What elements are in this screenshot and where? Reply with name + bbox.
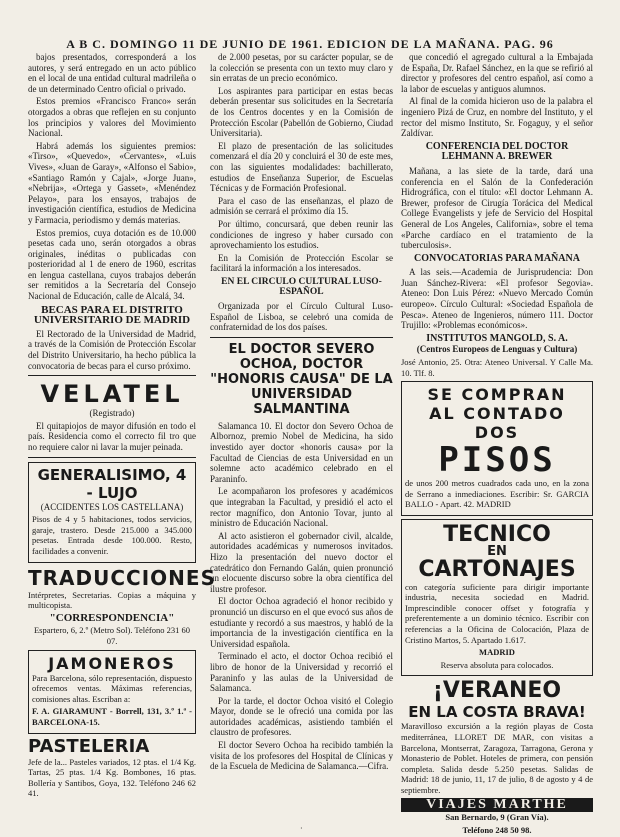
column-3 (401, 52, 593, 837)
article-text: Estos premios «Francisco Franco» serán otorgados a obras que reflejen en su conjunto los principios y valores del Movimiento Nacional. (28, 96, 196, 139)
circulo-text: Organizada por el Círculo Cultural Luso-Español de Lisboa, se celebró una comida de confraternidad de los dos países. (210, 301, 393, 333)
institutos-heading: INSTITUTOS MANGOLD, S. A. (426, 332, 568, 344)
becas-text: El Rectorado de la Universidad de Madrid, a través de la Comisión de Protección Escolar del Distrito Universitario, ha hecho pública la convocatoria de becas para el curso próximo. (28, 328, 196, 371)
pasteleria-title: PASTELERIA (28, 735, 150, 757)
veraneo-line2: EN LA COSTA BRAVA! (408, 703, 586, 722)
ad-pisos (401, 381, 593, 516)
conferencia-text: Mañana, a las siete de la tarde, dará una conferencia en el Salón de la Confederación Hidrográfica, con el título: «El doctor Lehmann A. Brewer, profesor de Cirugía Torácica del Medical College Evangelists y jefe de Servicio del Hospital General de Los Angeles, California», sobre el tema «Parche cardíaco en el tratamiento de la tuberculosis». (401, 165, 593, 251)
institutos-sub: (Centros Europeos de Lenguas y Cultura) (416, 344, 578, 355)
becas-heading: BECAS PARA EL DISTRITO UNIVERSITARIO DE MADRID (33, 303, 191, 327)
conferencia-heading: CONFERENCIA DEL DOCTOR LEHMANN A. BREWER (425, 140, 569, 163)
article-text: bajos presentados, corresponderá a los autores, y será entregado en un acto público en el local de una entidad cultural madrileña o de un determinado Centro oficial o privado. (28, 52, 196, 94)
ad-traducciones (28, 565, 216, 647)
article-text: Por último, concursará, que deben reunir las condiciones de ingreso y haber cursado con aprovechamiento los estudios. (210, 218, 393, 251)
tecnico-line3: CARTONAJES (418, 556, 576, 582)
tecnico-city: MADRID (479, 647, 515, 658)
ad-pasteleria (28, 737, 196, 799)
traducciones-address: Espartero, 6, 2.º (Metro Sol). Teléfono 231 60 07. (33, 625, 191, 646)
ochoa-headline: EL DOCTOR SEVERO OCHOA, DOCTOR "HONORIS CAUSA" DE LA UNIVERSIDAD SALMANTINA (210, 341, 393, 417)
article-text: Habrá además los siguientes premios: «Tirso», «Quevedo», «Cervantes», «Luis Vives», «Juan de Garay», «Alfonso el Sabio», «Santiago Ramón y Cajal», «Jorge Juan», «Nebrija», «Ortega y Gasset», «Menéndez Pelayo», para los ensayos, trabajos de investigación científica, estudios de Medicina y Farmacia, periodismo y demás materias. (28, 140, 196, 225)
ochoa-text: Salamanca 10. El doctor don Severo Ochoa de Albornoz, premio Nobel de Medicina, ha sido investido ayer doctor «honoris causa» por la Facultad de Ciencias de esta Universidad en un solemne acto académico celebrado en el Paraninfo. (210, 420, 393, 484)
divider (210, 337, 393, 338)
veraneo-line1: ¡VERANEO (432, 678, 562, 704)
veraneo-address: San Bernardo, 9 (Gran Vía). (445, 812, 549, 823)
pisos-line1: SE COMPRAN (427, 385, 567, 405)
article-text: de 2.000 pesetas, por su carácter popular, se de la colección se presenta con un texto muy claro y sin erratas de un precio económico. (210, 52, 393, 84)
ochoa-text: El doctor Ochoa agradeció el honor recibido y pronunció un discurso en el que evocó sus años de estudiante y recordó a sus maestros, y habló de la importancia de la investigación científica en la Universidad española. (210, 596, 393, 649)
generalisimo-text: Pisos de 4 y 5 habitaciones, todos servicios, garaje, trastero. Desde 215.000 a 345.000 pesetas. Entrada desde 100.000. Resto, facilidades a convenir. (32, 514, 192, 556)
ad-jamoneros (28, 650, 196, 734)
pasteleria-text: Jefe de la... Pasteles variados, 12 ptas. el 1/4 Kg. Tartas, 25 ptas. 1/4 Kg. Bombones, 16 ptas. Bollería y Santibos, Goya, 132. Teléfono 246 62 41. (28, 756, 196, 799)
article-text: Al final de la comida hicieron uso de la palabra el ingeniero Pizá de Cruz, en nombre del Instituto, y el rector del mismo Instituto, Sr. Fogaguy, y el señor Zaldívar. (401, 96, 593, 139)
jamoneros-address: F. A. GIARAMUNT - Borrell, 131, 3.º 1.ª - BARCELONA-15. (32, 706, 192, 727)
velatel-registered: (Registrado) (89, 408, 135, 419)
tecnico-note: Reserva absoluta para colocados. (440, 659, 554, 670)
article-text: Los aspirantes para participar en estas becas deberán presentar sus solicitudes en la Secretaría de los Centros docentes y en la Comisión de Protección Escolar (Pabellón de Gobierno, Ciudad Universitaria). (210, 85, 393, 139)
ad-velatel (28, 380, 196, 452)
article-text: que concedió el agregado cultural a la Embajada de España, Dr. Rafael Sánchez, en la que se refirió al director y profesores del centro español, así como a la labor de escuelas y antiguos alumnos. (401, 52, 593, 94)
circulo-heading: EN EL CIRCULO CULTURAL LUSO-ESPAÑOL (221, 276, 382, 298)
ad-veraneo (401, 679, 593, 835)
divider (28, 375, 196, 376)
article-text: En la Comisión de Protección Escolar se facilitará la información a los interesados. (210, 252, 393, 274)
traducciones-name: "CORRESPONDENCIA" (49, 611, 175, 624)
article-text: El plazo de presentación de las solicitudes comenzará el día 20 y concluirá el 30 de este mes, con las siguientes modalidades: bachillerato, estudios de Enseñanza Superior, de Escuelas Técnicas y de Formación Profesional. (210, 140, 393, 194)
generalisimo-sub: (ACCIDENTES LOS CASTELLANA) (40, 501, 184, 512)
ochoa-text: Al acto asistieron el gobernador civil, alcalde, autoridades académicas y numerosos invitados. Hizo la presentación del nuevo doctor el catedrático don Fernando Galán, quien pronunció un elocuente discurso sobre la obra científica del ilustre profesor. (210, 530, 393, 594)
column-2 (210, 52, 393, 774)
column-1 (28, 52, 216, 801)
jamoneros-title: JAMONEROS (48, 653, 176, 673)
ochoa-text: El doctor Severo Ochoa ha recibido también la visita de los profesores del Hospital de Clínicas y de la Escuela de Medicina de Salamanca.—Cifra. (210, 740, 393, 772)
velatel-title: VELATEL (40, 380, 184, 409)
tecnico-text: con categoría suficiente para dirigir importante industria, necesita sociedad en Madrid. Imprescindible conocer offset y fotografía y preferentemente a un dominio técnico. Escribir con referencias a la Oficina de Colocación, Plaza de Cristino Martos, 5. Apartado 1.617. (405, 581, 589, 645)
divider (28, 457, 196, 458)
pisos-line3: PISOS (438, 440, 556, 481)
ad-tecnico (401, 519, 593, 676)
institutos-text: José Antonio, 25. Otra: Ateneo Universal. Y Calle Ma. 10. Tlf. 8. (401, 357, 593, 378)
veraneo-phone: Teléfono 248 50 98. (462, 824, 532, 835)
velatel-text: El quitapiojos de mayor difusión en todo el país. Residencia como el correcto fil tro que no requiere calor ni lavar la mujer peinada. (28, 420, 196, 452)
pisos-line2: AL CONTADO DOS (429, 404, 565, 443)
convocatorias-heading: CONVOCATORIAS PARA MAÑANA (414, 252, 580, 264)
header-dateline: A B C. DOMINGO 11 DE JUNIO DE 1961. EDICION DE LA MAÑANA. PAG. 96 (66, 37, 554, 51)
traducciones-text: Intérpretes, Secretarias. Copias a máquina y multicopista. (28, 589, 196, 611)
veraneo-agency: VIAJES MARTHE (401, 798, 593, 813)
ad-generalisimo (28, 462, 196, 563)
traducciones-title: TRADUCCIONES (28, 565, 216, 590)
jamoneros-text: Para Barcelona, sólo representación, dispuesto ofrecemos ventas. Máximas referencias, comisiones altas. Escriban a: (32, 672, 192, 704)
convocatorias-text: A las seis.—Academia de Jurisprudencia: Don Juan Sánchez-Rivera: «El profesor Segovia». Ateneo: Don Luis Pérez: «Nuevo Mercado Común europeo». Círculo Cultural: «Sociedad Española de Pesca». Ateneo de Ingenieros, número 111. Doctor Trujillo: «Problemas económicos». (401, 267, 593, 331)
article-text: Para el caso de las enseñanzas, el plazo de admisión se cerrará el próximo día 15. (210, 195, 393, 217)
ochoa-text: Terminado el acto, el doctor Ochoa recibió el libro de honor de la Universidad y recorrió el Paraninfo y las aulas de la Universidad de Salamanca. (210, 651, 393, 694)
footer-mark: · (300, 824, 303, 833)
ochoa-text: Le acompañaron los profesores y académicos que integraban la Facultad, y presidió el acto el rector magnífico, don Antonio Tovar, junto al ministro de Educación Nacional. (210, 486, 393, 529)
page-header (0, 0, 620, 50)
pisos-text: de unos 200 metros cuadrados cada uno, en la zona de Serrano a inmediaciones. Escribir: Sr. GARCIA BALLO - Apart. 42. MADRID (405, 478, 589, 510)
ochoa-text: Por la tarde, el doctor Ochoa visitó el Colegio Mayor, donde se le ofreció una comida por las autoridades académicas, asistiendo también el claustro de profesores. (210, 695, 393, 738)
veraneo-text: Maravilloso excursión a la región playas de Costa mediterránea, LLORET DE MAR, con visitas a Barcelona, Montserrat, Zaragoza, Tarragona, Gerona y Monasterio de Poblet. Hoteles de primera, con pensión completa. Salida desde 5.250 pesetas. Salidas de Madrid: 18 de junio, 11, 17 de julio, 8 de agosto y 4 de septiembre. (401, 721, 593, 795)
tecnico-line1: TECNICO (443, 522, 551, 547)
tecnico-line2: EN (487, 544, 507, 559)
article-text: Estos premios, cuya dotación es de 10.000 pesetas cada uno, serán otorgados a obras originales, inéditas o publicadas con posterioridad al 1 de enero de 1960, escritas en lengua castellana, cuyos trabajos deberán ser remitidos a la Secretaría del Consejo Nacional de Educación, calle de Alcalá, 34. (28, 227, 196, 302)
generalisimo-title: GENERALISIMO, 4 - LUJO (37, 465, 187, 502)
